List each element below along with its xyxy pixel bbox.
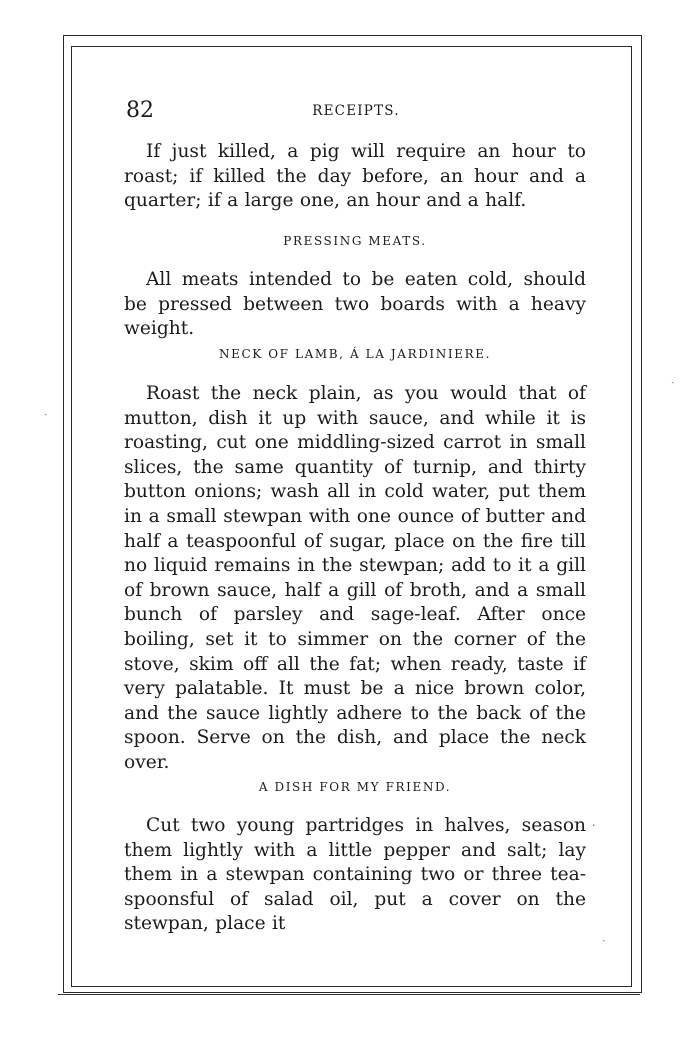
pressing-meats-paragraph: All meats intended to be eaten cold, should be pressed between two boards with a heavy weight. bbox=[124, 269, 586, 340]
running-title: RECEIPTS. bbox=[312, 103, 400, 119]
paper-speck: · bbox=[592, 819, 596, 832]
neck-of-lamb-heading: NECK OF LAMB, Á LA JARDINIERE. bbox=[219, 347, 491, 361]
paper-speck: ˏ bbox=[44, 403, 48, 416]
neck-of-lamb-paragraph: Roast the neck plain, as you would that of mutton, dish it up with sauce, and while it is roasting, cut one middling-sized carrot in small slices, the same quantity of turnip, and thirty button onions; wash all in cold water, put them in a small stewpan with one ounce of butter and half a teaspoonful of sugar, place on the fire till no liquid remains in the stewpan; add to it a gill of brown sauce, half a gill of broth, and a small bunch of parsley and sage-leaf. After once boiling, set it to simmer on the corner of the stove, skim off all the fat; when ready, taste if very palatable. It must be a nice brown color, and the sauce lightly adhere to the back of the spoon. Serve on the dish, and place the neck over. bbox=[124, 383, 586, 773]
page-number: 82 bbox=[126, 98, 154, 123]
page-header bbox=[126, 97, 586, 125]
bottom-rule bbox=[58, 994, 640, 995]
pig-roasting-paragraph: If just killed, a pig will require an hour to roast; if killed the day before, an hour and a quarter; if a large one, an hour and a half. bbox=[124, 141, 586, 212]
pressing-meats-heading: PRESSING MEATS. bbox=[283, 234, 427, 248]
dish-for-friend-paragraph: Cut two young partridges in halves, season them lightly with a little pepper and salt; lay them in a stewpan containing two or three tea-spoonsful of salad oil, put a cover on the stewpan, place it bbox=[124, 815, 586, 935]
paper-speck: ˎ bbox=[671, 371, 675, 384]
dish-for-friend-heading: A DISH FOR MY FRIEND. bbox=[258, 780, 452, 794]
paper-speck: ˎ bbox=[602, 929, 606, 942]
